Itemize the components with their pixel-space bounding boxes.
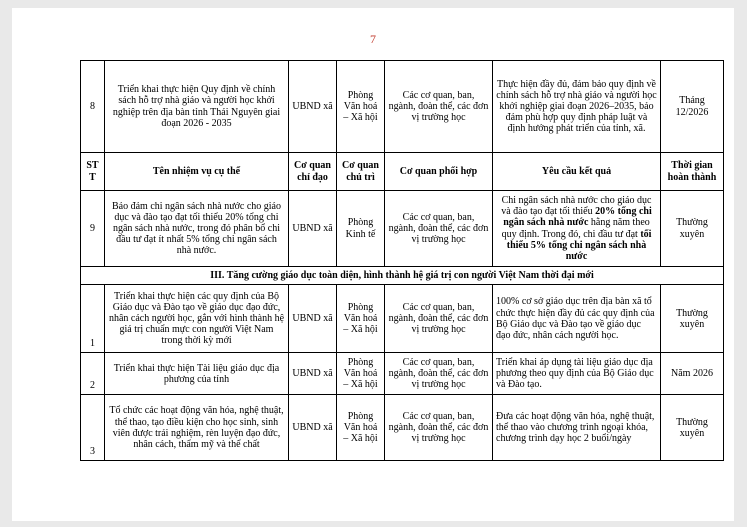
header-task: Tên nhiệm vụ cụ thể: [105, 153, 289, 191]
cell-result: [493, 191, 661, 267]
cell-lead: Phòng Kinh tế: [337, 191, 385, 267]
cell-result: Thực hiện đầy đủ, đảm bảo quy định về chính sách hỗ trợ nhà giáo và người học khởi nghiệp giai đoạn 2026–2035, bảo đảm phù hợp quy định pháp luật và định hướng phát triển của tỉnh, xã.: [493, 61, 661, 153]
header-guide: Cơ quan chỉ đạo: [289, 153, 337, 191]
cell-stt: 3: [81, 395, 105, 461]
cell-coord: Các cơ quan, ban, ngành, đoàn thể, các đơn vị trường học: [385, 191, 493, 267]
cell-guide: UBND xã: [289, 61, 337, 153]
table-row: [81, 353, 724, 395]
cell-lead: Phòng Văn hoá – Xã hội: [337, 61, 385, 153]
header-coord: Cơ quan phối hợp: [385, 153, 493, 191]
page-number: 7: [370, 32, 376, 46]
header-time: Thời gian hoàn thành: [661, 153, 724, 191]
task-table: [80, 60, 724, 461]
result-bold: tối thiểu 5% tổng chi ngân sách nhà nước: [506, 228, 652, 262]
cell-coord: Các cơ quan, ban, ngành, đoàn thể, các đơn vị trường học: [385, 285, 493, 353]
cell-stt: 2: [81, 353, 105, 395]
section-heading: III. Tăng cường giáo dục toàn diện, hình thành hệ giá trị con người Việt Nam thời đại mới: [81, 267, 724, 285]
cell-result: 100% cơ sở giáo dục trên địa bàn xã tổ chức thực hiện đầy đủ các quy định của Bộ Giáo dục và Đào tạo về giáo dục đạo đức, nhân cách người học.: [493, 285, 661, 353]
document-page: [12, 8, 734, 521]
cell-time: Thường xuyên: [661, 285, 724, 353]
result-text: hằng năm theo quy định. Trong đó, chi đầu tư đạt: [501, 217, 650, 240]
cell-coord: Các cơ quan, ban, ngành, đoàn thể, các đơn vị trường học: [385, 61, 493, 153]
cell-task: Triển khai thực hiện Quy định về chính sách hỗ trợ nhà giáo và người học khởi nghiệp trên địa bàn tỉnh Thái Nguyên giai đoạn 2026 - 2035: [105, 61, 289, 153]
cell-time: Thường xuyên: [661, 191, 724, 267]
cell-stt: 8: [81, 61, 105, 153]
cell-result: Đưa các hoạt động văn hóa, nghệ thuật, thể thao vào chương trình ngoại khóa, chương trình dạy học 2 buổi/ngày: [493, 395, 661, 461]
cell-lead: Phòng Văn hoá – Xã hội: [337, 285, 385, 353]
cell-coord: Các cơ quan, ban, ngành, đoàn thể, các đơn vị trường học: [385, 353, 493, 395]
table-header-row: [81, 153, 724, 191]
cell-guide: UBND xã: [289, 395, 337, 461]
cell-lead: Phòng Văn hoá – Xã hội: [337, 353, 385, 395]
cell-time: Tháng 12/2026: [661, 61, 724, 153]
cell-result: Triển khai áp dụng tài liệu giáo dục địa phương theo quy định của Bộ Giáo dục và Đào tạo.: [493, 353, 661, 395]
cell-stt: 1: [81, 285, 105, 353]
cell-task: Tổ chức các hoạt động văn hóa, nghệ thuật, thể thao, tạo điều kiện cho học sinh, sinh viên được trải nghiệm, rèn luyện đạo đức, nhân cách, thẩm mỹ và thể chất: [105, 395, 289, 461]
cell-time: Năm 2026: [661, 353, 724, 395]
section-heading-row: [81, 267, 724, 285]
table-row: [81, 191, 724, 267]
cell-guide: UBND xã: [289, 191, 337, 267]
header-lead: Cơ quan chủ trì: [337, 153, 385, 191]
header-result: Yêu cầu kết quả: [493, 153, 661, 191]
cell-guide: UBND xã: [289, 285, 337, 353]
cell-guide: UBND xã: [289, 353, 337, 395]
table-row: [81, 61, 724, 153]
header-stt: STT: [81, 153, 105, 191]
table-row: [81, 285, 724, 353]
cell-task: Bảo đảm chi ngân sách nhà nước cho giáo dục và đào tạo đạt tối thiểu 20% tổng chi ngân sách nhà nước, trong đó phân bổ chi đầu tư đạt ít nhất 5% tổng chi ngân sách nhà nước.: [105, 191, 289, 267]
cell-stt: 9: [81, 191, 105, 267]
table-row: [81, 395, 724, 461]
cell-coord: Các cơ quan, ban, ngành, đoàn thể, các đơn vị trường học: [385, 395, 493, 461]
result-text: Chi ngân sách nhà nước cho giáo dục và đào tạo đạt tối thiểu: [501, 194, 652, 218]
cell-task: Triển khai thực hiện Tài liệu giáo dục địa phương của tỉnh: [105, 353, 289, 395]
cell-lead: Phòng Văn hoá – Xã hội: [337, 395, 385, 461]
cell-task: Triển khai thực hiện các quy định của Bộ Giáo dục và Đào tạo về giáo dục đạo đức, nhân cách người học, gắn với hình thành hệ giá trị chuẩn mực con người Việt Nam trong thời kỳ mới: [105, 285, 289, 353]
cell-time: Thường xuyên: [661, 395, 724, 461]
result-bold: 20% tổng chi ngân sách nhà nước: [503, 206, 652, 229]
